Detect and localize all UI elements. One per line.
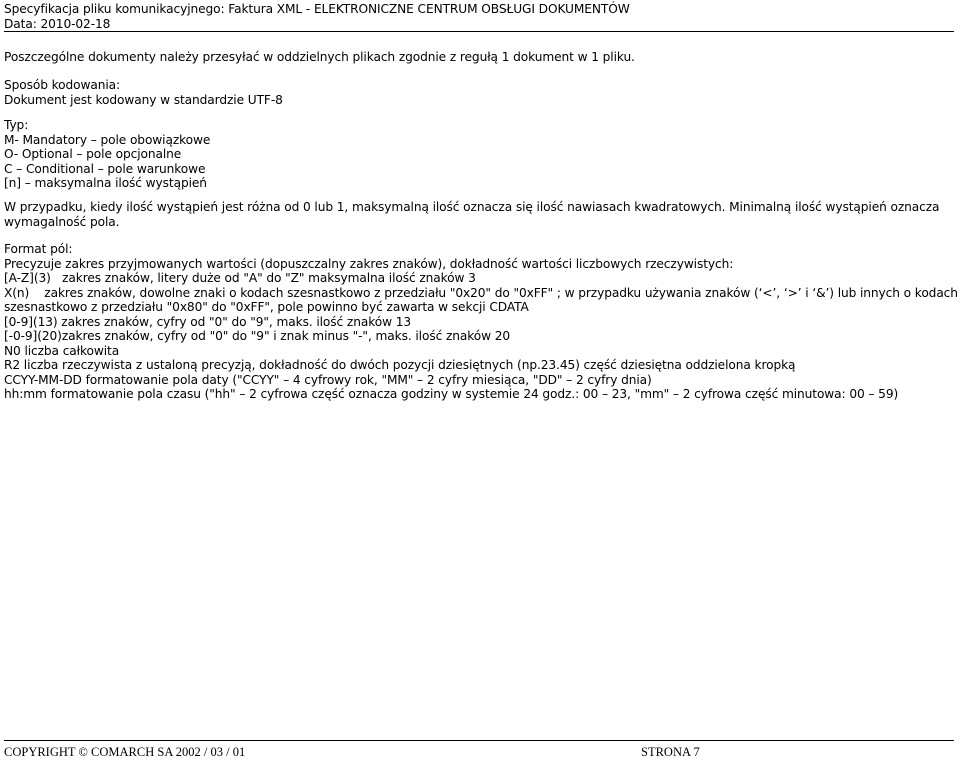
encoding-label: Sposób kodowania:	[4, 78, 121, 92]
types-section	[4, 118, 954, 191]
format-n0: N0 liczba całkowita	[4, 343, 120, 358]
format-r2: R2 liczba rzeczywista z ustaloną precyzją, dokładność do dwóch pozycji dziesiętnych (np.23.45) część dziesiętna oddzielona kropką	[4, 358, 796, 372]
format-time: hh:mm formatowanie pola czasu ("hh" – 2 cyfrowa część oznacza godziny w systemie 24 godz.: 00 – 23, "mm" – 2 cyfrowa część minutowa: 00 – 59)	[4, 387, 899, 401]
format-xn-line1: X(n) zakres znaków, dowolne znaki o kodach szesnastkowo z przedziału "0x20" do "0xFF" ; w przypadku używania znaków (‘<’, ‘>’ i ‘&’) lub innych o kodach	[4, 285, 958, 300]
format-xn-line2: szesnastkowo z przedziału "0x80" do "0xFF", pole powinno być zawarta w sekcji CDATA	[4, 300, 529, 314]
header-divider	[4, 31, 954, 32]
intro-paragraph	[4, 50, 954, 65]
footer-divider	[4, 740, 954, 741]
type-item-max-occurrence: [n] – maksymalna ilość wystąpień	[4, 176, 207, 190]
encoding-text: Dokument jest kodowany w standardzie UTF-8	[4, 92, 283, 107]
type-item-mandatory: M- Mandatory – pole obowiązkowe	[4, 132, 211, 147]
encoding-section	[4, 78, 954, 107]
footer-copyright: COPYRIGHT © COMARCH SA 2002 / 03 / 01	[4, 745, 246, 759]
types-label: Typ:	[4, 118, 29, 132]
format-a-z: [A-Z](3) zakres znaków, litery duże od "A" do "Z" maksymalna ilość znaków 3	[4, 271, 476, 285]
occurrence-note-text: W przypadku, kiedy ilość wystąpień jest różna od 0 lub 1, maksymalną ilość oznacza się ilość nawiasach kwadratowych. Minimalną ilość wystąpień oznacza wymagalność pola.	[4, 200, 940, 229]
formats-label: Format pól:	[4, 242, 73, 256]
occurrence-note	[4, 200, 954, 229]
type-item-optional: O- Optional – pole opcjonalne	[4, 147, 182, 161]
format-digits-13: [0-9](13) zakres znaków, cyfry od "0" do "9", maks. ilość znaków 13	[4, 314, 412, 329]
document-title: Specyfikacja pliku komunikacyjnego: Faktura XML - ELEKTRONICZNE CENTRUM OBSŁUGI DOKUMENTÓW	[4, 2, 630, 16]
format-digits-20: [-0-9](20)zakres znaków, cyfry od "0" do "9" i znak minus "-", maks. ilość znaków 20	[4, 329, 511, 343]
intro-text: Poszczególne dokumenty należy przesyłać w oddzielnych plikach zgodnie z regułą 1 dokument w 1 pliku.	[4, 50, 635, 64]
page-header	[4, 2, 954, 31]
type-item-conditional: C – Conditional – pole warunkowe	[4, 161, 206, 176]
formats-intro: Precyzuje zakres przyjmowanych wartości (dopuszczalny zakres znaków), dokładność wartości liczbowych rzeczywistych:	[4, 256, 734, 271]
format-date: CCYY-MM-DD formatowanie pola daty ("CCYY" – 4 cyfrowy rok, "MM" – 2 cyfry miesiąca, "DD" – 2 cyfry dnia)	[4, 372, 652, 387]
formats-section	[4, 242, 958, 402]
footer-page-number: STRONA 7	[641, 745, 700, 759]
document-date: Data: 2010-02-18	[4, 16, 111, 31]
